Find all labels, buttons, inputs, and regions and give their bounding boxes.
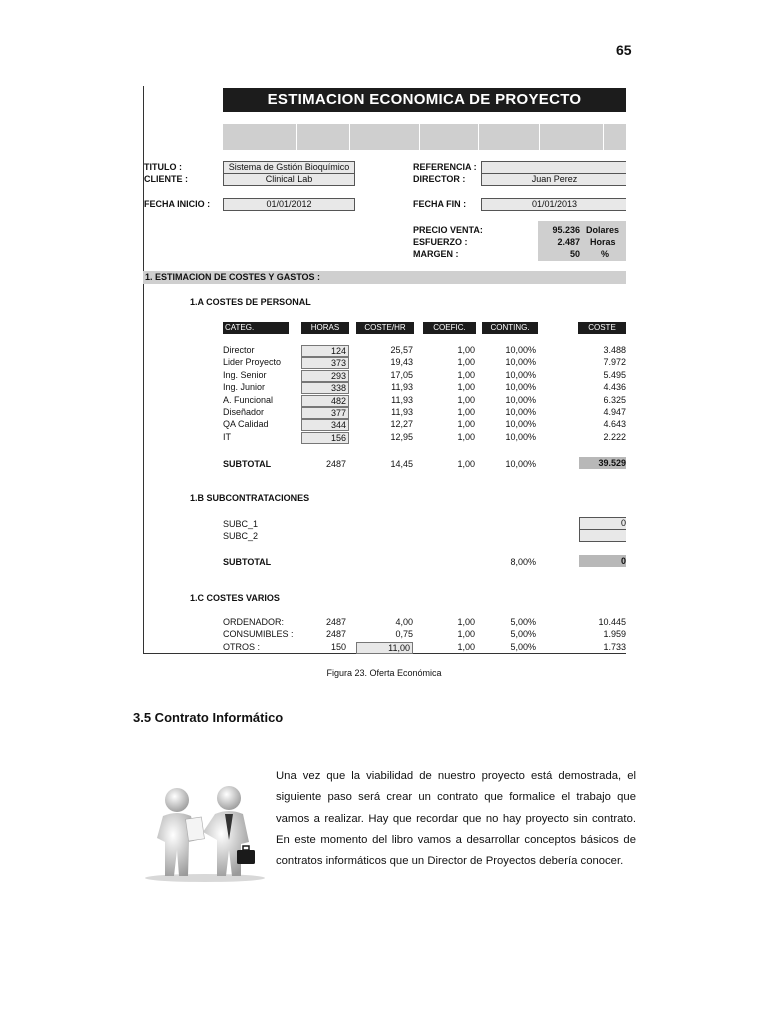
subtotal-a-coste: 14,45 xyxy=(390,459,413,469)
cliente-label: CLIENTE : xyxy=(144,174,188,184)
personal-row-coef: 1,00 xyxy=(457,345,475,355)
personal-row-horas: 377 xyxy=(301,407,349,419)
personal-row-cat: Director xyxy=(223,345,255,355)
fecha-inicio-label: FECHA INICIO : xyxy=(144,199,211,209)
col-header-coste-hr: COSTE/HR xyxy=(356,322,414,334)
subtotal-a-horas: 2487 xyxy=(325,459,346,469)
personal-row-cont: 10,00% xyxy=(505,382,536,393)
varios-row-coste: 4,00 xyxy=(395,617,413,627)
esfuerzo-unit: Horas xyxy=(590,237,616,247)
personal-row-total: 6.325 xyxy=(603,394,626,405)
precio-venta-unit: Dolares xyxy=(586,225,620,235)
varios-row-coste: 0,75 xyxy=(395,629,413,640)
spreadsheet-figure xyxy=(143,86,626,654)
col-header-coefic: COEFIC. xyxy=(423,322,476,334)
titulo-field: Sistema de Gstión Bioquímico xyxy=(223,161,355,174)
personal-row-cat: Ing. Junior xyxy=(223,382,266,393)
personal-row-cont: 10,00% xyxy=(505,407,536,417)
handshake-illustration xyxy=(141,780,269,884)
personal-row-total: 4.947 xyxy=(603,407,626,417)
personal-row-horas: 373 xyxy=(301,357,349,369)
varios-row-coste: 11,00 xyxy=(356,642,413,654)
margen-unit: % xyxy=(601,249,610,259)
varios-row-cont: 5,00% xyxy=(510,617,536,627)
subc-1-label: SUBC_1 xyxy=(223,519,259,529)
personal-row-total: 4.643 xyxy=(603,419,626,430)
personal-row-total: 3.488 xyxy=(603,345,626,355)
personal-row-coste: 12,27 xyxy=(390,419,413,430)
personal-row-cat: A. Funcional xyxy=(223,394,274,405)
personal-row-cat: Ing. Senior xyxy=(223,369,267,380)
personal-row-cont: 10,00% xyxy=(505,345,536,355)
subtotal-b-label: SUBTOTAL xyxy=(223,557,272,567)
col-header-categ: CATEG. xyxy=(223,322,289,334)
section-heading: 3.5 Contrato Informático xyxy=(133,710,284,725)
section-1b-title: 1.B SUBCONTRATACIONES xyxy=(190,493,310,503)
varios-row-horas: 2487 xyxy=(325,629,346,640)
personal-row-total: 5.495 xyxy=(603,369,626,380)
personal-row-horas: 338 xyxy=(301,382,349,394)
page-number: 65 xyxy=(616,42,632,58)
header-grey-band xyxy=(223,124,626,150)
section-1-header: 1. ESTIMACION DE COSTES Y GASTOS : xyxy=(143,271,626,284)
personal-row-coste: 17,05 xyxy=(390,369,413,380)
subc-1-total: 0 xyxy=(579,517,626,530)
personal-row-cat: QA Calidad xyxy=(223,419,269,430)
personal-row-coste: 11,93 xyxy=(391,382,413,393)
subtotal-b-total: 0 xyxy=(579,555,626,567)
personal-row-horas: 124 xyxy=(301,345,349,357)
personal-row-cont: 10,00% xyxy=(505,357,536,368)
personal-row-coef: 1,00 xyxy=(457,407,475,417)
subtotal-a-cont: 10,00% xyxy=(505,459,536,469)
varios-row-total: 10.445 xyxy=(598,617,626,627)
subtotal-a-label: SUBTOTAL xyxy=(223,459,272,469)
margen-value: 50 xyxy=(569,249,580,259)
personal-row-horas: 344 xyxy=(301,419,349,431)
varios-row-cont: 5,00% xyxy=(510,641,536,652)
personal-row-coste: 11,93 xyxy=(391,394,413,405)
section-1a-title: 1.A COSTES DE PERSONAL xyxy=(190,297,311,307)
esfuerzo-label: ESFUERZO : xyxy=(413,237,468,247)
varios-row-cont: 5,00% xyxy=(510,629,536,640)
varios-row-coef: 1,00 xyxy=(457,629,475,640)
varios-row-coef: 1,00 xyxy=(457,641,475,652)
varios-row-total: 1.959 xyxy=(603,629,626,640)
personal-row-cont: 10,00% xyxy=(505,419,536,430)
personal-row-coste: 11,93 xyxy=(391,407,413,417)
personal-row-cont: 10,00% xyxy=(505,431,536,442)
body-paragraph: Una vez que la viabilidad de nuestro proyecto está demostrada, el siguiente paso será crear un contrato que formalice el trabajo que vamos a realizar. Hay que recordar que no hay proyecto sin contrato. En este momento del libro vamos a desarrollar conceptos básicos de contratos informáticos que un Director de Proyectos debería conocer. xyxy=(276,770,636,868)
margen-label: MARGEN : xyxy=(413,249,459,259)
subtotal-a-total: 39.529 xyxy=(579,457,626,469)
figure-title: ESTIMACION ECONOMICA DE PROYECTO xyxy=(223,88,626,112)
personal-row-horas: 482 xyxy=(301,395,349,407)
col-header-coste: COSTE xyxy=(578,322,626,334)
personal-row-horas: 293 xyxy=(301,370,349,382)
subc-2-label: SUBC_2 xyxy=(223,531,259,541)
varios-row-name: ORDENADOR: xyxy=(223,617,285,627)
varios-row-coef: 1,00 xyxy=(457,617,475,627)
personal-row-total: 7.972 xyxy=(603,357,626,368)
section-1c-title: 1.C COSTES VARIOS xyxy=(190,593,280,603)
precio-venta-label: PRECIO VENTA: xyxy=(413,225,483,235)
personal-row-coef: 1,00 xyxy=(457,382,475,393)
personal-row-horas: 156 xyxy=(301,432,349,444)
personal-row-cat: Diseñador xyxy=(223,407,265,417)
personal-row-coef: 1,00 xyxy=(457,369,475,380)
director-label: DIRECTOR : xyxy=(413,174,466,184)
varios-row-name: OTROS : xyxy=(223,641,261,652)
varios-row-total: 1.733 xyxy=(603,641,626,652)
personal-row-total: 2.222 xyxy=(603,431,626,442)
personal-row-coste: 19,43 xyxy=(390,357,413,368)
personal-row-coste: 25,57 xyxy=(390,345,413,355)
subtotal-b-cont: 8,00% xyxy=(510,557,536,567)
cliente-field: Clinical Lab xyxy=(223,173,355,186)
fecha-fin-label: FECHA FIN : xyxy=(413,199,467,209)
personal-row-coef: 1,00 xyxy=(457,431,475,442)
precio-venta-value: 95.236 xyxy=(552,225,580,235)
varios-row-name: CONSUMIBLES : xyxy=(223,629,294,640)
personal-row-coste: 12,95 xyxy=(390,431,413,442)
titulo-label: TITULO : xyxy=(144,162,182,172)
figure-caption: Figura 23. Oferta Económica xyxy=(326,668,442,678)
fecha-fin-field: 01/01/2013 xyxy=(481,198,626,211)
col-header-conting: CONTING. xyxy=(482,322,538,334)
personal-row-coef: 1,00 xyxy=(457,419,475,430)
varios-row-horas: 150 xyxy=(330,641,346,652)
personal-row-coef: 1,00 xyxy=(457,357,475,368)
handshake-figures-icon xyxy=(141,780,269,884)
varios-row-horas: 2487 xyxy=(325,617,346,627)
fecha-inicio-field: 01/01/2012 xyxy=(223,198,355,211)
director-field: Juan Perez xyxy=(481,173,626,186)
personal-row-cont: 10,00% xyxy=(505,369,536,380)
personal-row-total: 4.436 xyxy=(603,382,626,393)
col-header-horas: HORAS xyxy=(301,322,349,334)
personal-row-coef: 1,00 xyxy=(457,394,475,405)
subc-2-total xyxy=(579,529,626,542)
referencia-label: REFERENCIA : xyxy=(413,162,477,172)
personal-row-cat: Lider Proyecto xyxy=(223,357,282,368)
personal-row-cont: 10,00% xyxy=(505,394,536,405)
esfuerzo-value: 2.487 xyxy=(557,237,580,247)
personal-row-cat: IT xyxy=(223,431,231,442)
subtotal-a-coef: 1,00 xyxy=(457,459,475,469)
